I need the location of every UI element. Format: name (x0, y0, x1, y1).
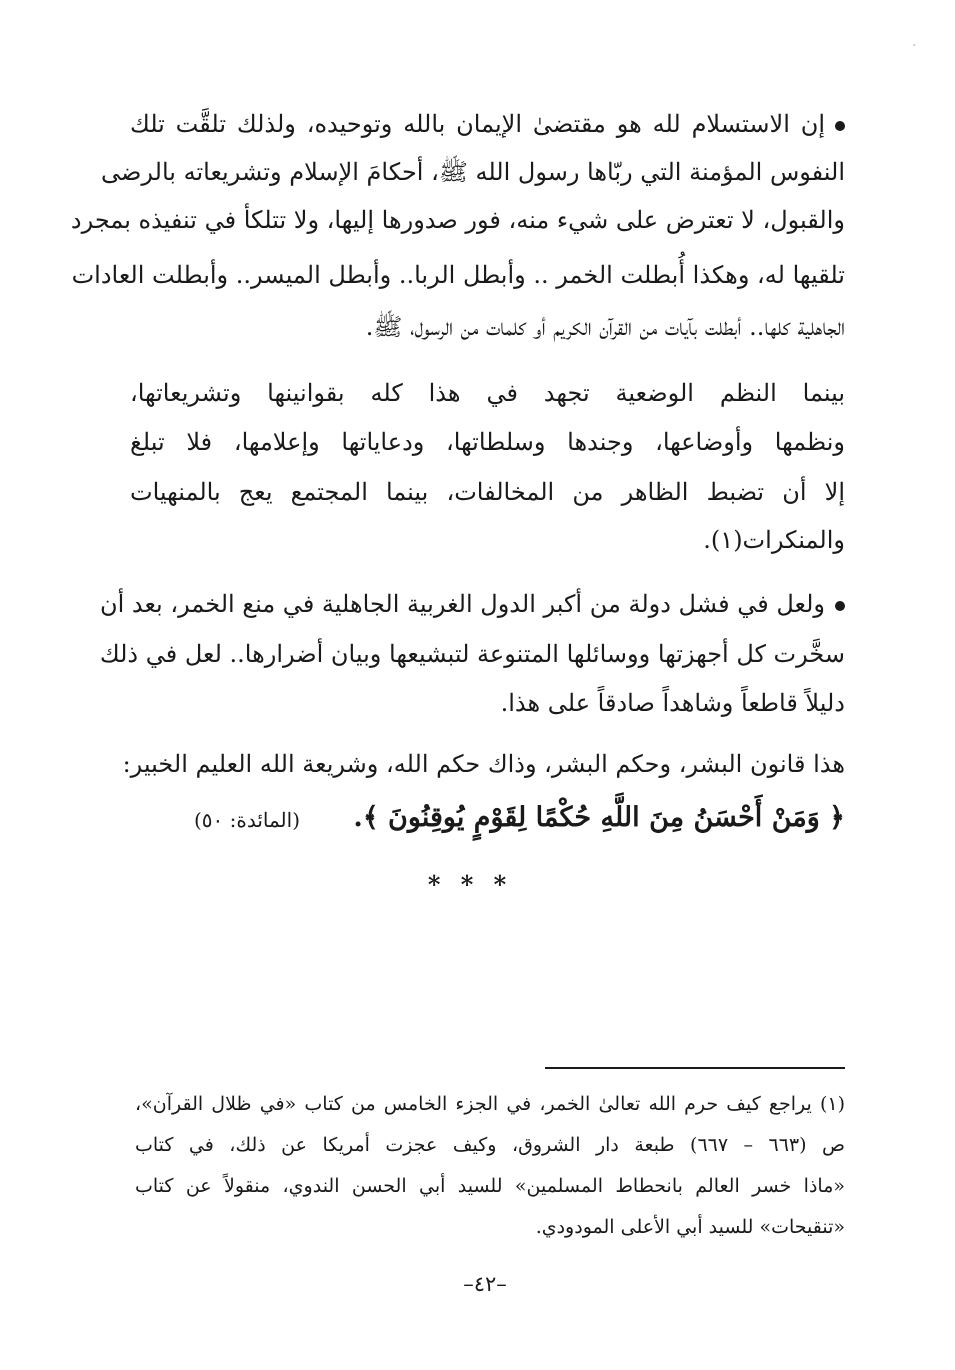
paragraph-1-line-3: والقبول، لا تعترض على شيء منه، فور صدورها إليها، ولا تتلكأ في تنفيذه بمجرد (70, 206, 845, 234)
quran-verse: ﴿ وَمَنْ أَحْسَنُ مِنَ اللَّهِ حُكْمًا لِقَوْمٍ يُوقِنُونَ ﴾. (353, 802, 845, 833)
section-separator: * * * (427, 870, 513, 899)
paragraph-3-line-2: سخَّرت كل أجهزتها ووسائلها المتنوعة لتبشيعها وبيان أضرارها.. لعل في ذلك (99, 640, 845, 668)
scan-mark: · (912, 38, 917, 54)
bullet-icon (835, 601, 845, 611)
paragraph-3-line-3: دليلاً قاطعاً وشاهداً صادقاً على هذا. (500, 689, 845, 717)
paragraph-4-line: هذا قانون البشر، وحكم البشر، وذاك حكم الله، وشريعة الله العليم الخبير: (122, 750, 845, 778)
page-number: –٤٢– (463, 1272, 507, 1296)
paragraph-1-line-5: الجاهلية كلها.. أبطلت بآيات من القرآن الكريم أو كلمات من الرسول، ﷺ. (365, 313, 845, 341)
paragraph-1-line-1: إن الاستسلام لله هو مقتضىٰ الإيمان بالله وتوحيده، ولذلك تلقَّت تلك (130, 100, 845, 148)
paragraph-2-line-2: ونظمها وأوضاعها، وجندها وسلطاتها، ودعاياتها وإعلامها، فلا تبلغ (130, 428, 845, 456)
footnote-line-1: (١) يراجع كيف حرم الله تعالىٰ الخمر، في الجزء الخامس من كتاب «في ظلال القرآن»، (135, 1093, 845, 1115)
paragraph-1-line-2: النفوس المؤمنة التي ربّاها رسول الله ﷺ، أحكامَ الإسلام وتشريعاته بالرضى (101, 158, 845, 186)
paragraph-2-line-3: إلا أن تضبط الظاهر من المخالفات، بينما المجتمع يعج بالمنهيات (130, 478, 845, 506)
paragraph-2-line-1: بينما النظم الوضعية تجهد في هذا كله بقوانينها وتشريعاتها، (130, 379, 845, 407)
verse-reference: (المائدة: ٥٠) (193, 808, 300, 832)
bullet-icon (835, 121, 845, 131)
paragraph-1-line-4: تلقيها له، وهكذا أُبطلت الخمر .. وأبطل الربا.. وأبطل الميسر.. وأبطلت العادات (71, 261, 845, 289)
paragraph-3-line-1: ولعل في فشل دولة من أكبر الدول الغربية الجاهلية في منع الخمر، بعد أن (130, 580, 845, 628)
footnote-line-3: «ماذا خسر العالم بانحطاط المسلمين» للسيد أبي الحسن الندوي، منقولاً عن كتاب (135, 1175, 845, 1197)
paragraph-2-line-4: والمنكرات(١). (703, 526, 845, 554)
footnote-line-2: ص (٦٦٣ – ٦٦٧) طبعة دار الشروق، وكيف عجزت أمريكا عن ذلك، في كتاب (135, 1134, 845, 1156)
footnote-divider (545, 1067, 845, 1069)
footnote-line-4: «تنقيحات» للسيد أبي الأعلى المودودي. (535, 1216, 845, 1238)
